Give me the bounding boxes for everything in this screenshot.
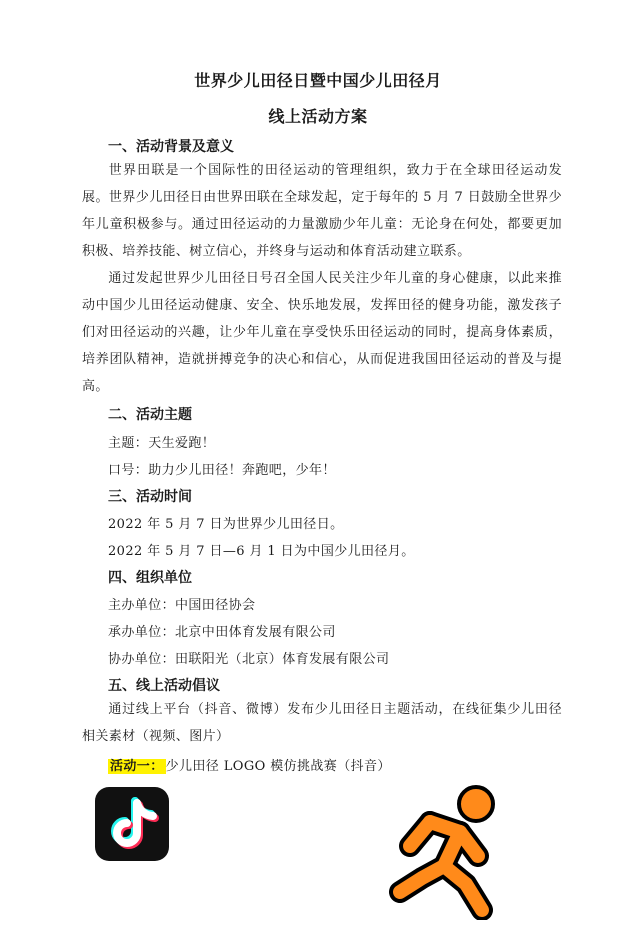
activity-one-text: 少儿田径 LOGO 模仿挑战赛（抖音） <box>165 759 391 774</box>
slogan-line: 口号：助力少儿田径！奔跑吧，少年！ <box>108 463 336 478</box>
theme-line: 主题：天生爱跑！ <box>108 436 216 451</box>
running-figure-icon <box>372 780 512 920</box>
section-heading-time: 三、活动时间 <box>108 489 192 505</box>
paragraph-background-2 <box>82 265 562 400</box>
paragraph-text: 通过线上平台（抖音、微博）发布少儿田径日主题活动，在线征集少儿田径相关素材（视频、图片） <box>82 702 562 744</box>
host-line: 主办单位：中国田径协会 <box>108 598 256 613</box>
tiktok-logo-icon <box>95 787 169 861</box>
co-organizer-line: 协办单位：田联阳光（北京）体育发展有限公司 <box>108 652 390 667</box>
paragraph-background-1 <box>82 157 562 265</box>
section-heading-background: 一、活动背景及意义 <box>108 139 234 155</box>
activity-one-label: 活动一： <box>110 759 164 774</box>
section-heading-online: 五、线上活动倡议 <box>108 678 220 694</box>
section-heading-theme: 二、活动主题 <box>108 407 192 423</box>
paragraph-online <box>82 696 562 750</box>
time-line-1: 2022 年 5 月 7 日为世界少儿田径日。 <box>108 517 344 532</box>
paragraph-text: 通过发起世界少儿田径日号召全国人民关注少年儿童的身心健康，以此来推动中国少儿田径运动健康、安全、快乐地发展，发挥田径的健身功能，激发孩子们对田径运动的兴趣，让少年儿童在享受快乐田径运动的同时，提高身体素质，培养团队精神，造就拼搏竞争的决心和信心，从而促进我国田径运动的普及与提高。 <box>82 271 562 394</box>
activity-one-line <box>108 755 391 774</box>
section-heading-organizers: 四、组织单位 <box>108 570 192 586</box>
time-line-2: 2022 年 5 月 7 日—6 月 1 日为中国少儿田径月。 <box>108 544 415 559</box>
document-subtitle: 线上活动方案 <box>268 107 368 126</box>
organizer-line: 承办单位：北京中田体育发展有限公司 <box>108 625 336 640</box>
document-title: 世界少儿田径日暨中国少儿田径月 <box>194 71 442 90</box>
paragraph-text: 世界田联是一个国际性的田径运动的管理组织，致力于在全球田径运动发展。世界少儿田径日由世界田联在全球发起，定于每年的 5 月 7 日鼓励全世界少年儿童积极参与。通过田径运动的力量激励少年儿童：无论身在何处，都要更加积极、培养技能、树立信心，并终身与运动和体育活动建立联系。 <box>82 163 562 259</box>
